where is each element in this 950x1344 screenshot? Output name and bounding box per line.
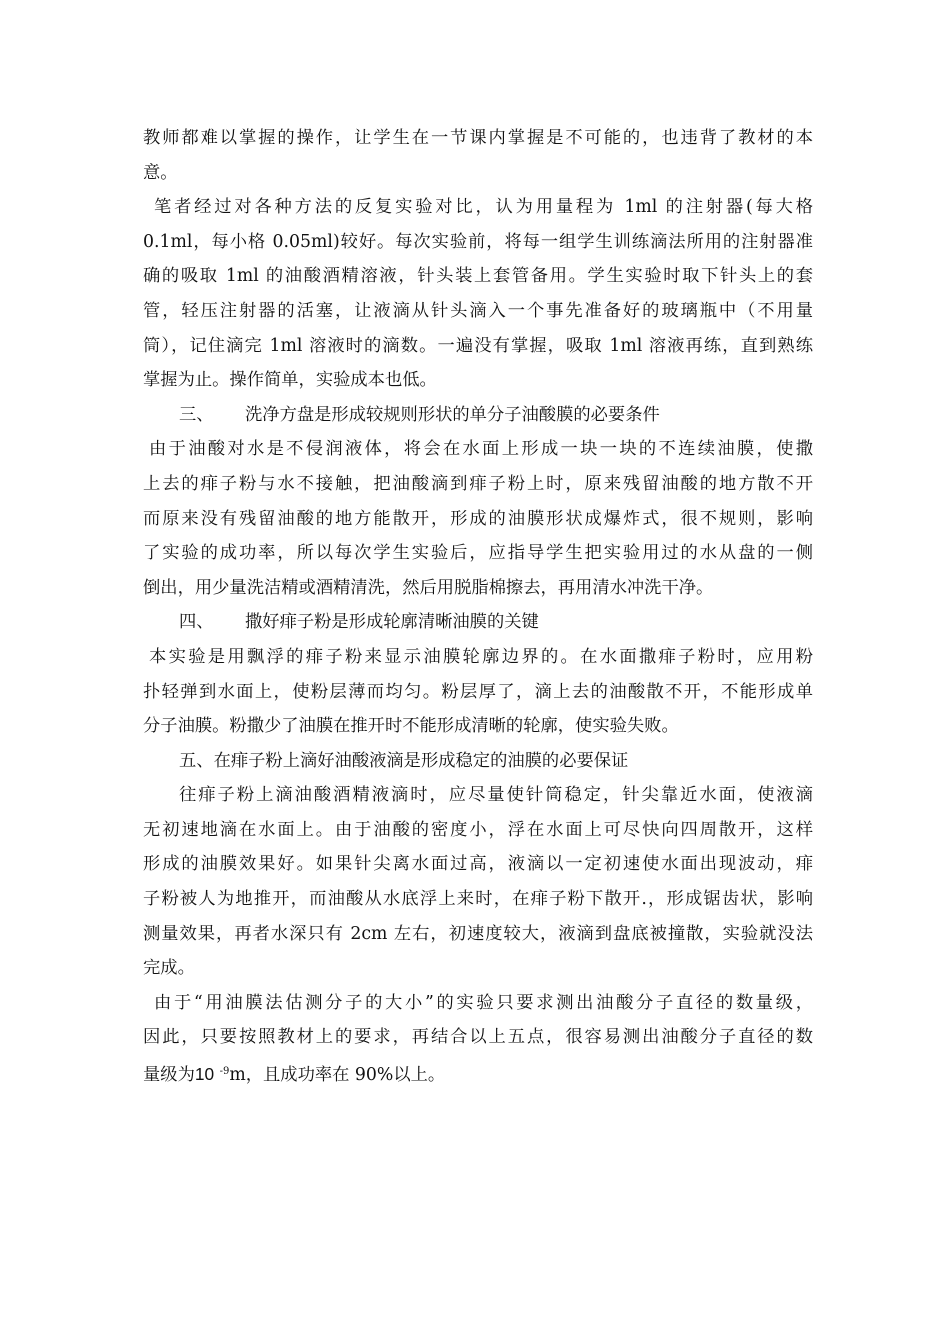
paragraph-3 (143, 432, 813, 605)
paragraph-1 (143, 121, 813, 190)
text-line: 确的吸取 1ml 的油酸酒精溶液，针头装上套管备用。学生实验时取下针头上的套 (143, 266, 813, 287)
power-base: 10 (194, 1064, 215, 1085)
section-number: 三、 (179, 404, 214, 425)
section-title: 洗净方盘是形成较规则形状的单分子油酸膜的必要条件 (245, 404, 660, 425)
document-page (143, 121, 813, 1090)
text-line: 上去的痱子粉与水不接触，把油酸滴到痱子粉上时，原来残留油酸的地方散不开 (143, 473, 813, 494)
text-line: 无初速地滴在水面上。由于油酸的密度小，浮在水面上可尽快向四周散开，这样 (143, 819, 813, 840)
text-line: 倒出，用少量洗洁精或酒精清洗，然后用脱脂棉擦去，再用清水冲洗干净。 (143, 577, 714, 598)
section-heading-4 (143, 605, 813, 640)
text-line: 本实验是用飘浮的痱子粉来显示油膜轮廓边界的。在水面撒痱子粉时，应用粉 (149, 646, 813, 667)
paragraph-4 (143, 640, 813, 744)
text-line: 筒），记住滴完 1ml 溶液时的滴数。一遍没有掌握，吸取 1ml 溶液再练，直到熟练 (143, 335, 813, 356)
text-line: 由于“用油膜法估测分子的大小”的实验只要求测出油酸分子直径的数量级， (154, 992, 813, 1013)
text-line: 往痱子粉上滴油酸酒精液滴时，应尽量使针筒稳定，针尖靠近水面，使液滴 (179, 785, 813, 806)
paragraph-2 (143, 190, 813, 398)
section-number: 四、 (179, 612, 214, 633)
text-line-with-exponent (143, 1055, 813, 1090)
text-line: 掌握为止。操作简单，实验成本也低。 (143, 370, 437, 391)
text-segment: m，且成功率在 90%以上。 (229, 1065, 446, 1086)
section-title: 撒好痱子粉是形成轮廓清晰油膜的关键 (245, 612, 539, 633)
text-line: 测量效果，再者水深只有 2cm 左右，初速度较大，液滴到盘底被撞散，实验就没法 (143, 923, 813, 944)
paragraph-6 (143, 986, 813, 1090)
section-heading-3 (143, 398, 813, 433)
text-line: 子粉被人为地推开，而油酸从水底浮上来时，在痱子粉下散开.，形成锯齿状，影响 (143, 889, 813, 910)
text-line: 而原来没有残留油酸的地方能散开，形成的油膜形状成爆炸式，很不规则，影响 (143, 508, 813, 529)
text-line: 由于油酸对水是不侵润液体，将会在水面上形成一块一块的不连续油膜，使撒 (149, 439, 813, 460)
section-heading-5: 五、在痱子粉上滴好油酸液滴是形成稳定的油膜的必要保证 (179, 750, 629, 771)
text-line: 0.1ml，每小格 0.05ml)较好。每次实验前，将每一组学生训练滴法所用的注射器准 (143, 231, 813, 252)
text-line: 笔者经过对各种方法的反复实验对比，认为用量程为 1ml 的注射器(每大格 (154, 197, 813, 218)
text-line: 扑轻弹到水面上，使粉层薄而均匀。粉层厚了，滴上去的油酸散不开，不能形成单 (143, 681, 813, 702)
text-line: 因此，只要按照教材上的要求，再结合以上五点，很容易测出油酸分子直径的数 (143, 1027, 813, 1048)
text-line: 完成。 (143, 958, 195, 979)
paragraph-5 (143, 778, 813, 986)
text-line: 管，轻压注射器的活塞，让液滴从针头滴入一个事先准备好的玻璃瓶中（不用量 (143, 300, 813, 321)
text-line: 形成的油膜效果好。如果针尖离水面过高，液滴以一定初速使水面出现波动，痱 (143, 854, 813, 875)
text-segment: 量级为 (143, 1065, 195, 1086)
text-line: 了实验的成功率，所以每次学生实验后，应指导学生把实验用过的水从盘的一侧 (143, 543, 813, 564)
power-exponent: -9 (219, 1066, 230, 1078)
text-line: 意。 (143, 162, 178, 183)
text-line: 教师都难以掌握的操作，让学生在一节课内掌握是不可能的，也违背了教材的本 (143, 128, 813, 148)
text-line: 分子油膜。粉撒少了油膜在推开时不能形成清晰的轮廓，使实验失败。 (143, 716, 679, 737)
